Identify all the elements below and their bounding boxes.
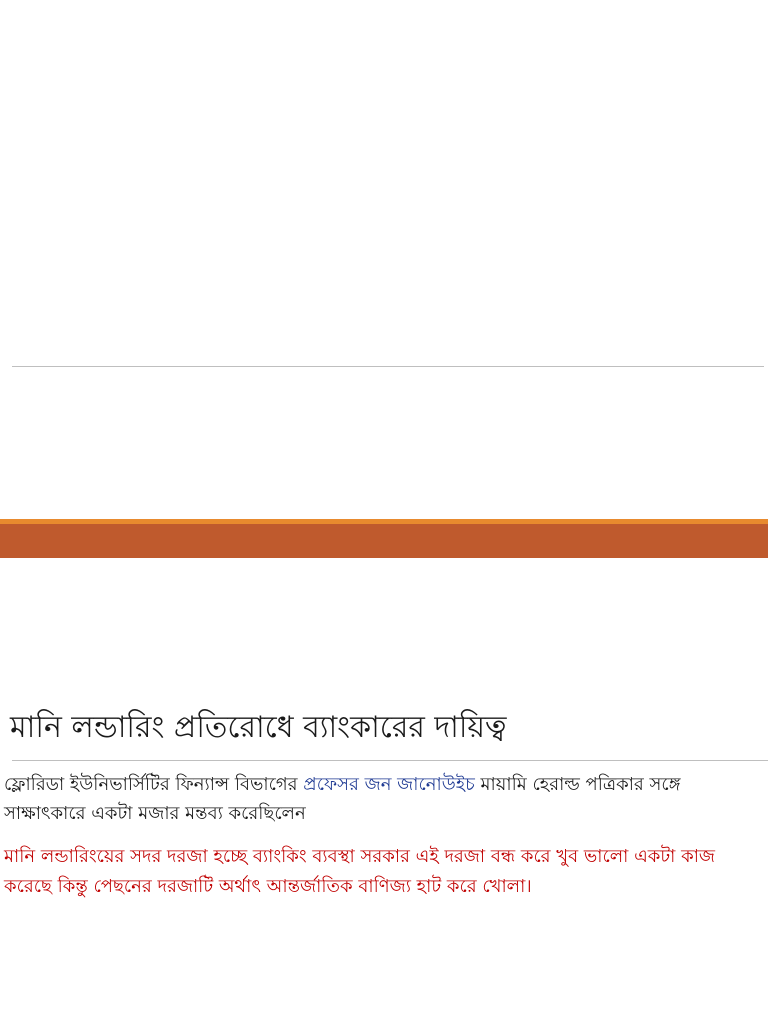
intro-text-before: ফ্লোরিডা ইউনিভার্সিটির ফিন্যান্স বিভাগের [4,774,304,795]
accent-band [0,524,768,558]
top-divider [12,366,764,367]
title-divider [12,760,768,761]
intro-text-after: মায়ামি হেরাল্ড পত্রিকার সঙ্গে সাক্ষাৎকারে একটা মজার মন্তব্য করেছিলেন [4,774,681,824]
professor-name: প্রফেসর জন জানোউইচ [303,774,475,795]
quote-paragraph: মানি লন্ডারিংয়ের সদর দরজা হচ্ছে ব্যাংকিং ব্যবস্থা সরকার এই দরজা বন্ধ করে খুব ভালো একটা কাজ করেছে কিন্তু পেছনের দরজাটি অর্থাৎ আন্তর্জাতিক বাণিজ্য হাট করে খোলা। [4,846,716,897]
slide-title: মানি লন্ডারিং প্রতিরোধে ব্যাংকারের দায়িত্ব [10,710,507,745]
intro-paragraph [4,770,754,828]
